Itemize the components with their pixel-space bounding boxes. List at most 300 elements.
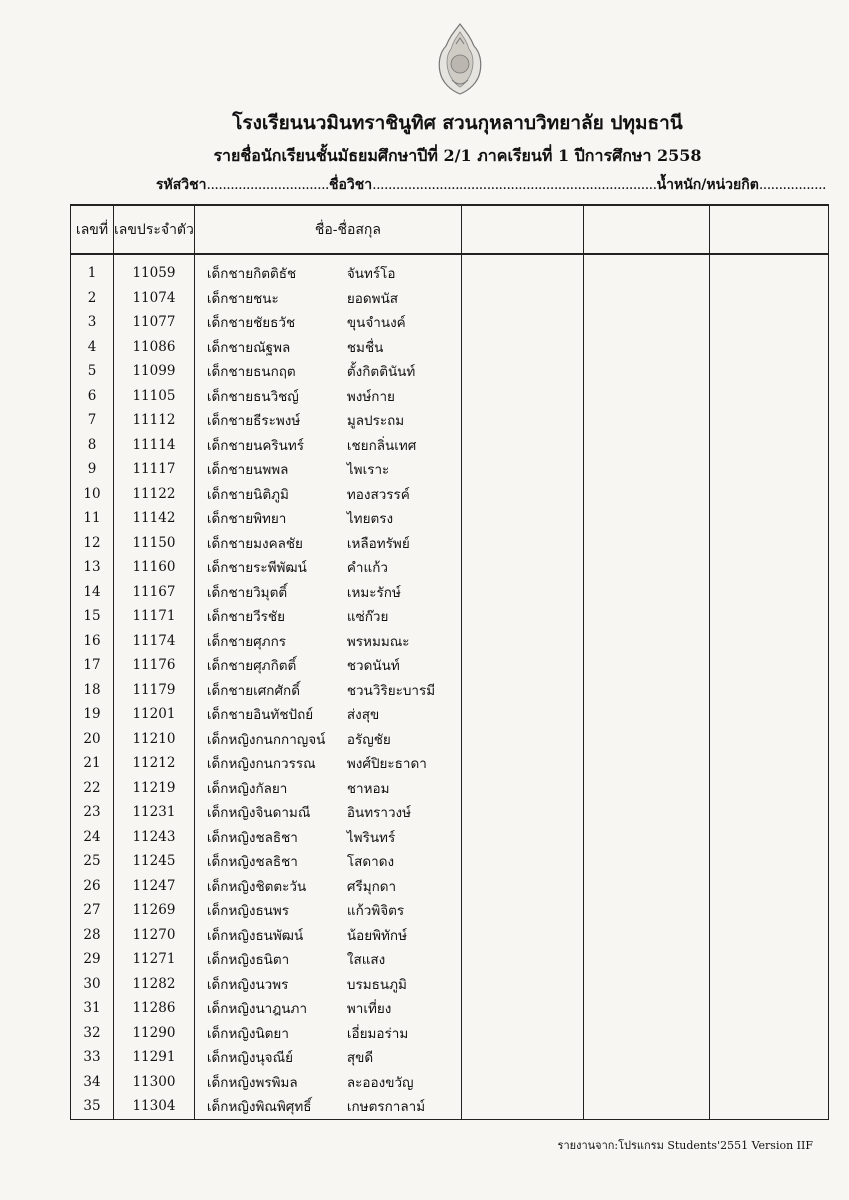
- row-number: 16: [71, 629, 114, 654]
- table-row: [71, 874, 829, 899]
- student-first-name: เด็กหญิงกนกวรรณ: [194, 751, 347, 776]
- blank-cell: [709, 335, 828, 360]
- student-last-name: อินทราวงษ์: [347, 800, 462, 825]
- student-first-name: เด็กชายนิติภูมิ: [194, 482, 347, 507]
- blank-cell: [461, 825, 583, 850]
- student-first-name: เด็กชายชนะ: [194, 286, 347, 311]
- row-number: 8: [71, 433, 114, 458]
- blank-cell: [583, 996, 709, 1021]
- table-row: [71, 776, 829, 801]
- student-last-name: โสดาดง: [347, 849, 462, 874]
- student-id: 11171: [114, 604, 195, 629]
- blank-cell: [461, 874, 583, 899]
- row-number: 21: [71, 751, 114, 776]
- subject-code-label: รหัสวิชา: [156, 177, 207, 193]
- student-last-name: พงศ์ปิยะธาดา: [347, 751, 462, 776]
- student-first-name: เด็กหญิงชลธิชา: [194, 849, 347, 874]
- student-id: 11304: [114, 1094, 195, 1119]
- header-blank-3: [709, 205, 828, 254]
- row-number: 32: [71, 1021, 114, 1046]
- blank-cell: [583, 849, 709, 874]
- subject-name-field: ........................................................................: [372, 177, 657, 193]
- row-number: 26: [71, 874, 114, 899]
- row-number: 35: [71, 1094, 114, 1119]
- row-number: 7: [71, 408, 114, 433]
- student-id: 11176: [114, 653, 195, 678]
- student-last-name: พาเที่ยง: [347, 996, 462, 1021]
- blank-cell: [709, 825, 828, 850]
- student-first-name: เด็กชายอินทัชปัถย์: [194, 702, 347, 727]
- row-number: 15: [71, 604, 114, 629]
- row-number: 18: [71, 678, 114, 703]
- student-last-name: ชาหอม: [347, 776, 462, 801]
- blank-cell: [709, 751, 828, 776]
- student-id: 11074: [114, 286, 195, 311]
- row-number: 3: [71, 310, 114, 335]
- student-id: 11282: [114, 972, 195, 997]
- table-row: [71, 384, 829, 409]
- student-last-name: แก้วพิจิตร: [347, 898, 462, 923]
- blank-cell: [583, 972, 709, 997]
- blank-cell: [709, 1021, 828, 1046]
- row-number: 6: [71, 384, 114, 409]
- row-number: 28: [71, 923, 114, 948]
- header-blank-2: [583, 205, 709, 254]
- blank-cell: [461, 702, 583, 727]
- student-first-name: เด็กหญิงกัลยา: [194, 776, 347, 801]
- student-first-name: เด็กชายเศกศักดิ์: [194, 678, 347, 703]
- table-row: [71, 286, 829, 311]
- student-id: 11212: [114, 751, 195, 776]
- row-number: 2: [71, 286, 114, 311]
- student-id: 11247: [114, 874, 195, 899]
- report-footer: รายงานจาก:โปรแกรม Students'2551 Version IIF: [557, 1139, 813, 1152]
- student-id: 11117: [114, 457, 195, 482]
- blank-cell: [583, 653, 709, 678]
- blank-cell: [461, 1070, 583, 1095]
- school-emblem-icon: [432, 22, 488, 96]
- student-first-name: เด็กหญิงธนพัฒน์: [194, 923, 347, 948]
- student-first-name: เด็กหญิงนุจณีย์: [194, 1045, 347, 1070]
- blank-cell: [583, 580, 709, 605]
- student-first-name: เด็กชายนครินทร์: [194, 433, 347, 458]
- blank-cell: [583, 1094, 709, 1119]
- student-first-name: เด็กชายระพีพัฒน์: [194, 555, 347, 580]
- student-last-name: เหมะรักษ์: [347, 580, 462, 605]
- student-first-name: เด็กหญิงกนกกาญจน์: [194, 727, 347, 752]
- student-first-name: เด็กชายศุภกร: [194, 629, 347, 654]
- blank-cell: [709, 1094, 828, 1119]
- blank-cell: [461, 972, 583, 997]
- blank-cell: [709, 996, 828, 1021]
- student-last-name: เหลือทรัพย์: [347, 531, 462, 556]
- school-name: โรงเรียนนวมินทราชินูทิศ สวนกุหลาบวิทยาลัย ปทุมธานี: [232, 112, 683, 134]
- blank-cell: [709, 1045, 828, 1070]
- blank-cell: [583, 604, 709, 629]
- blank-cell: [461, 482, 583, 507]
- blank-cell: [583, 776, 709, 801]
- student-roster-table: [70, 204, 829, 1120]
- blank-cell: [461, 898, 583, 923]
- blank-cell: [461, 555, 583, 580]
- blank-cell: [709, 653, 828, 678]
- table-row: [71, 947, 829, 972]
- student-last-name: มูลประถม: [347, 408, 462, 433]
- student-id: 11231: [114, 800, 195, 825]
- blank-cell: [583, 874, 709, 899]
- row-number: 27: [71, 898, 114, 923]
- blank-cell: [461, 1094, 583, 1119]
- student-last-name: เกษตรกาลาม์: [347, 1094, 462, 1119]
- row-number: 29: [71, 947, 114, 972]
- blank-cell: [709, 629, 828, 654]
- blank-cell: [583, 384, 709, 409]
- blank-cell: [583, 1021, 709, 1046]
- blank-cell: [461, 1045, 583, 1070]
- blank-cell: [583, 531, 709, 556]
- row-number: 33: [71, 1045, 114, 1070]
- blank-cell: [583, 727, 709, 752]
- table-row: [71, 653, 829, 678]
- student-id: 11179: [114, 678, 195, 703]
- student-first-name: เด็กหญิงนาฎนภา: [194, 996, 347, 1021]
- blank-cell: [583, 629, 709, 654]
- credit-label: น้ำหนัก/หน่วยกิต: [656, 177, 759, 193]
- blank-cell: [583, 335, 709, 360]
- student-id: 11077: [114, 310, 195, 335]
- student-id: 11291: [114, 1045, 195, 1070]
- student-id: 11270: [114, 923, 195, 948]
- subject-name-label: ชื่อวิชา: [329, 177, 373, 193]
- student-id: 11112: [114, 408, 195, 433]
- student-id: 11114: [114, 433, 195, 458]
- student-id: 11122: [114, 482, 195, 507]
- blank-cell: [461, 727, 583, 752]
- header-name-label: ชื่อ-ชื่อสกุล: [314, 221, 381, 238]
- blank-cell: [709, 678, 828, 703]
- blank-cell: [461, 531, 583, 556]
- class-title: รายชื่อนักเรียนชั้นมัธยมศึกษาปีที่ 2/1 ภาคเรียนที่ 1 ปีการศึกษา 2558: [213, 146, 702, 165]
- blank-cell: [709, 947, 828, 972]
- blank-cell: [461, 1021, 583, 1046]
- table-row: [71, 506, 829, 531]
- table-row: [71, 996, 829, 1021]
- credit-field: .................: [758, 177, 826, 193]
- row-number: 17: [71, 653, 114, 678]
- blank-cell: [709, 482, 828, 507]
- row-number: 1: [71, 261, 114, 286]
- blank-cell: [709, 972, 828, 997]
- blank-cell: [709, 800, 828, 825]
- student-id: 11271: [114, 947, 195, 972]
- blank-cell: [461, 457, 583, 482]
- table-row: [71, 923, 829, 948]
- table-row: [71, 678, 829, 703]
- blank-cell: [461, 849, 583, 874]
- blank-cell: [583, 947, 709, 972]
- student-last-name: พรหมมณะ: [347, 629, 462, 654]
- blank-cell: [461, 678, 583, 703]
- blank-cell: [583, 898, 709, 923]
- student-first-name: เด็กชายศุภกิตติ์: [194, 653, 347, 678]
- blank-cell: [461, 751, 583, 776]
- blank-cell: [583, 1045, 709, 1070]
- subject-info-line: [156, 174, 826, 196]
- blank-cell: [709, 727, 828, 752]
- blank-cell: [583, 506, 709, 531]
- student-first-name: เด็กชายวิมุตติ์: [194, 580, 347, 605]
- student-id: 11210: [114, 727, 195, 752]
- row-number: 34: [71, 1070, 114, 1095]
- blank-cell: [461, 629, 583, 654]
- row-number: 11: [71, 506, 114, 531]
- row-number: 12: [71, 531, 114, 556]
- student-last-name: พงษ์กาย: [347, 384, 462, 409]
- table-row: [71, 1094, 829, 1119]
- student-id: 11105: [114, 384, 195, 409]
- student-last-name: อรัญชัย: [347, 727, 462, 752]
- student-last-name: ชมชื่น: [347, 335, 462, 360]
- table-row: [71, 457, 829, 482]
- blank-cell: [709, 359, 828, 384]
- student-last-name: ละอองขวัญ: [347, 1070, 462, 1095]
- table-row: [71, 800, 829, 825]
- blank-cell: [583, 359, 709, 384]
- student-last-name: ไทยตรง: [347, 506, 462, 531]
- table-header-row: [71, 205, 829, 254]
- student-last-name: ไพรินทร์: [347, 825, 462, 850]
- blank-cell: [583, 310, 709, 335]
- student-last-name: บรมธนภูมิ: [347, 972, 462, 997]
- student-id: 11269: [114, 898, 195, 923]
- blank-cell: [709, 702, 828, 727]
- row-number: 23: [71, 800, 114, 825]
- row-number: 30: [71, 972, 114, 997]
- student-last-name: เชยกลิ่นเทศ: [347, 433, 462, 458]
- table-row: [71, 849, 829, 874]
- student-id: 11300: [114, 1070, 195, 1095]
- student-id: 11150: [114, 531, 195, 556]
- table-row: [71, 482, 829, 507]
- blank-cell: [461, 335, 583, 360]
- student-id: 11219: [114, 776, 195, 801]
- student-first-name: เด็กชายวีรชัย: [194, 604, 347, 629]
- table-row: [71, 531, 829, 556]
- blank-cell: [461, 604, 583, 629]
- student-first-name: เด็กหญิงธนิตา: [194, 947, 347, 972]
- student-first-name: เด็กชายกิตติธัช: [194, 261, 347, 286]
- student-last-name: ทองสวรรค์: [347, 482, 462, 507]
- student-first-name: เด็กหญิงจินดามณี: [194, 800, 347, 825]
- blank-cell: [709, 286, 828, 311]
- blank-cell: [461, 800, 583, 825]
- blank-cell: [709, 604, 828, 629]
- blank-cell: [583, 408, 709, 433]
- blank-cell: [583, 482, 709, 507]
- student-first-name: เด็กชายณัฐพล: [194, 335, 347, 360]
- student-first-name: เด็กชายธนวิชญ์: [194, 384, 347, 409]
- blank-cell: [461, 580, 583, 605]
- table-row: [71, 310, 829, 335]
- blank-cell: [461, 286, 583, 311]
- table-row: [71, 898, 829, 923]
- blank-cell: [583, 800, 709, 825]
- table-row: [71, 751, 829, 776]
- blank-cell: [461, 776, 583, 801]
- row-number: 20: [71, 727, 114, 752]
- table-row: [71, 1021, 829, 1046]
- blank-cell: [583, 457, 709, 482]
- table-row: [71, 359, 829, 384]
- blank-cell: [709, 849, 828, 874]
- blank-cell: [709, 874, 828, 899]
- blank-cell: [461, 947, 583, 972]
- blank-cell: [583, 555, 709, 580]
- blank-cell: [461, 384, 583, 409]
- student-last-name: น้อยพิทักษ์: [347, 923, 462, 948]
- blank-cell: [583, 923, 709, 948]
- blank-cell: [583, 751, 709, 776]
- blank-cell: [461, 653, 583, 678]
- blank-cell: [709, 1070, 828, 1095]
- student-first-name: เด็กชายชัยธวัช: [194, 310, 347, 335]
- table-row: [71, 261, 829, 286]
- student-id: 11160: [114, 555, 195, 580]
- row-number: 19: [71, 702, 114, 727]
- blank-cell: [583, 286, 709, 311]
- blank-cell: [583, 825, 709, 850]
- blank-cell: [709, 923, 828, 948]
- blank-cell: [709, 261, 828, 286]
- student-last-name: เอี่ยมอร่าม: [347, 1021, 462, 1046]
- student-first-name: เด็กชายมงคลชัย: [194, 531, 347, 556]
- header-student-id: เลขประจำตัว: [114, 205, 195, 254]
- student-id: 11142: [114, 506, 195, 531]
- table-row: [71, 702, 829, 727]
- student-first-name: เด็กชายธีระพงษ์: [194, 408, 347, 433]
- student-last-name: ศรีมุกดา: [347, 874, 462, 899]
- blank-cell: [709, 776, 828, 801]
- table-row: [71, 555, 829, 580]
- student-id: 11290: [114, 1021, 195, 1046]
- student-id: 11245: [114, 849, 195, 874]
- blank-cell: [583, 702, 709, 727]
- blank-cell: [709, 506, 828, 531]
- blank-cell: [583, 678, 709, 703]
- blank-cell: [461, 408, 583, 433]
- blank-cell: [709, 898, 828, 923]
- student-last-name: สุขดี: [347, 1045, 462, 1070]
- student-first-name: เด็กหญิงธนพร: [194, 898, 347, 923]
- blank-cell: [583, 261, 709, 286]
- blank-cell: [461, 923, 583, 948]
- blank-cell: [461, 310, 583, 335]
- blank-cell: [709, 580, 828, 605]
- student-id: 11167: [114, 580, 195, 605]
- header-blank-1: [461, 205, 583, 254]
- student-last-name: ใสแสง: [347, 947, 462, 972]
- header-name: [194, 205, 461, 254]
- blank-cell: [461, 996, 583, 1021]
- row-number: 22: [71, 776, 114, 801]
- table-row: [71, 604, 829, 629]
- student-last-name: จันทร์โอ: [347, 261, 462, 286]
- student-id: 11243: [114, 825, 195, 850]
- table-row: [71, 408, 829, 433]
- blank-cell: [461, 359, 583, 384]
- student-first-name: เด็กชายนพพล: [194, 457, 347, 482]
- row-number: 14: [71, 580, 114, 605]
- table-row: [71, 433, 829, 458]
- row-number: 4: [71, 335, 114, 360]
- table-row: [71, 580, 829, 605]
- blank-cell: [709, 408, 828, 433]
- table-row: [71, 1045, 829, 1070]
- row-number: 10: [71, 482, 114, 507]
- row-number: 5: [71, 359, 114, 384]
- student-last-name: แซ่ก๊วย: [347, 604, 462, 629]
- table-row: [71, 629, 829, 654]
- table-row: [71, 1070, 829, 1095]
- student-first-name: เด็กหญิงพรพิมล: [194, 1070, 347, 1095]
- student-first-name: เด็กหญิงนวพร: [194, 972, 347, 997]
- student-last-name: ขุนจำนงค์: [347, 310, 462, 335]
- student-id: 11174: [114, 629, 195, 654]
- table-row: [71, 825, 829, 850]
- roster-body: [71, 254, 829, 1119]
- subject-code-field: ...............................: [206, 177, 329, 193]
- student-last-name: ยอดพนัส: [347, 286, 462, 311]
- blank-cell: [461, 433, 583, 458]
- row-number: 13: [71, 555, 114, 580]
- student-last-name: ส่งสุข: [347, 702, 462, 727]
- row-number: 25: [71, 849, 114, 874]
- student-last-name: ไพเราะ: [347, 457, 462, 482]
- student-first-name: เด็กหญิงนิตยา: [194, 1021, 347, 1046]
- row-number: 31: [71, 996, 114, 1021]
- blank-cell: [709, 531, 828, 556]
- blank-cell: [709, 457, 828, 482]
- student-first-name: เด็กชายพิทยา: [194, 506, 347, 531]
- student-id: 11201: [114, 702, 195, 727]
- blank-cell: [461, 506, 583, 531]
- student-id: 11286: [114, 996, 195, 1021]
- blank-cell: [583, 1070, 709, 1095]
- student-last-name: ตั้งกิตตินันท์: [347, 359, 462, 384]
- table-row: [71, 972, 829, 997]
- blank-cell: [709, 433, 828, 458]
- blank-cell: [709, 310, 828, 335]
- student-last-name: ชวดนันท์: [347, 653, 462, 678]
- row-number: 24: [71, 825, 114, 850]
- student-id: 11086: [114, 335, 195, 360]
- blank-cell: [709, 384, 828, 409]
- student-last-name: ชวนวิริยะบารมี: [347, 678, 462, 703]
- table-row: [71, 727, 829, 752]
- blank-cell: [709, 555, 828, 580]
- spacer-row: [71, 254, 829, 261]
- student-first-name: เด็กหญิงพิณพิศุทธิ์: [194, 1094, 347, 1119]
- blank-cell: [583, 433, 709, 458]
- student-first-name: เด็กหญิงชลธิชา: [194, 825, 347, 850]
- student-id: 11099: [114, 359, 195, 384]
- student-last-name: คำแก้ว: [347, 555, 462, 580]
- table-row: [71, 335, 829, 360]
- student-first-name: เด็กชายธนกฤต: [194, 359, 347, 384]
- student-first-name: เด็กหญิงชิตตะวัน: [194, 874, 347, 899]
- row-number: 9: [71, 457, 114, 482]
- blank-cell: [461, 261, 583, 286]
